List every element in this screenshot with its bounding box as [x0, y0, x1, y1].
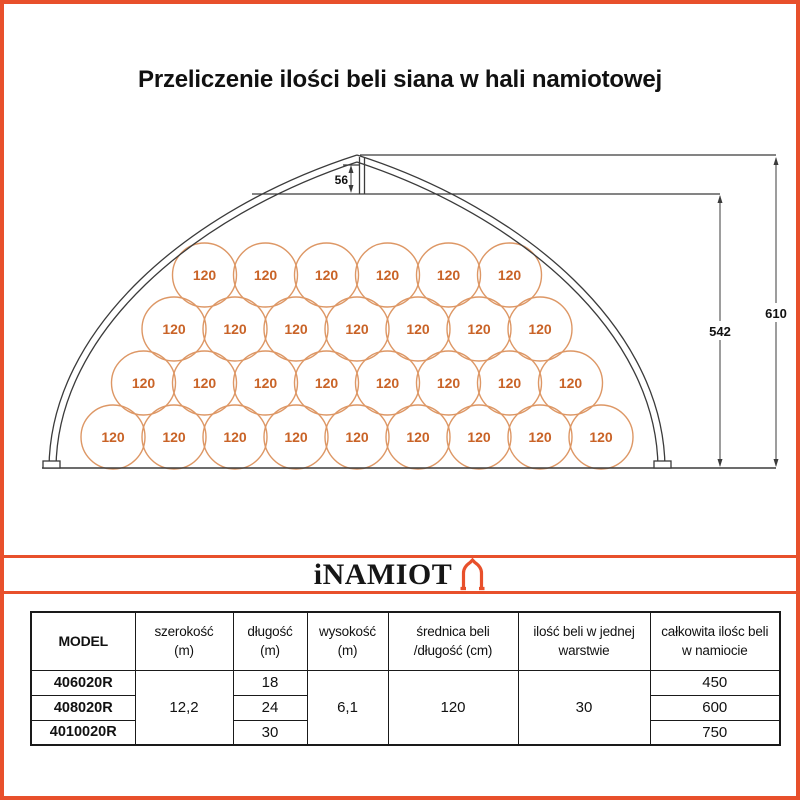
hay-bale-label: 120: [192, 375, 217, 391]
hay-bale-label: 120: [284, 429, 308, 445]
tent-diagram: [4, 134, 800, 544]
table-header-row: [31, 612, 780, 670]
header-line: (m): [260, 643, 280, 659]
table-row: [31, 670, 780, 695]
tent-structure: [42, 155, 776, 468]
hay-bale-label: 120: [497, 267, 522, 283]
tent-outer-arch-left: [49, 155, 357, 468]
model-cell: 4010020R: [31, 720, 135, 745]
hay-bale-label: 120: [162, 429, 186, 445]
col-header-szerokosc: [135, 612, 233, 670]
srednica-cell: 120: [388, 670, 518, 745]
col-header-ilosc-warstwa: [518, 612, 650, 670]
hay-bale-label: 120: [589, 429, 613, 445]
hay-bale-label: 120: [467, 429, 491, 445]
hay-bale-label: 120: [345, 321, 369, 337]
header-line: /długość (cm): [413, 643, 493, 659]
dimension-56-label: 56: [334, 173, 348, 187]
hay-bale-label: 120: [406, 429, 430, 445]
header-line: (m): [174, 643, 194, 659]
hay-bale-label: 120: [314, 267, 339, 283]
hay-bale-label: 120: [467, 321, 491, 337]
hay-bale-label: 120: [436, 375, 461, 391]
arrow-up-icon: [774, 157, 779, 165]
wysokosc-cell: 6,1: [307, 670, 388, 745]
arrow-down-icon: [718, 459, 723, 467]
calkowita-cell: 450: [650, 670, 780, 695]
col-header-calkowita: [650, 612, 780, 670]
calkowita-cell: 600: [650, 695, 780, 720]
hay-bale-label: 120: [253, 375, 278, 391]
dimension-610-label: 610: [765, 306, 787, 321]
hay-bale-label: 120: [253, 267, 278, 283]
calkowita-cell: 750: [650, 720, 780, 745]
hay-bale-label: 120: [528, 321, 552, 337]
header-line: w namiocie: [681, 643, 748, 659]
arrow-down-icon: [774, 459, 779, 467]
dimension-labels: [335, 173, 793, 340]
hay-bale-label: 120: [528, 429, 552, 445]
model-cell: 408020R: [31, 695, 135, 720]
hay-bale-label: 120: [284, 321, 308, 337]
header-line: wysokość: [319, 624, 376, 640]
page-title: Przeliczenie ilości beli siana w hali namiotowej: [138, 66, 662, 93]
model-cell: 406020R: [31, 670, 135, 695]
ilosc-warstwa-cell: 30: [518, 670, 650, 745]
logo-band: [4, 555, 796, 594]
szerokosc-cell: 12,2: [135, 670, 233, 745]
hay-bale-label: 120: [406, 321, 430, 337]
tent-outer-arch-right: [357, 155, 665, 468]
hay-bale-label: 120: [436, 267, 461, 283]
tent-foot-left: [43, 461, 60, 468]
header-line: całkowita ilośc beli: [661, 624, 769, 640]
header-line: ilość beli w jednej: [533, 624, 635, 640]
hay-bale-label: 120: [101, 429, 125, 445]
tent-house-icon: [459, 558, 486, 591]
hay-bale-label: 120: [131, 375, 156, 391]
dlugosc-cell: 24: [233, 695, 307, 720]
hay-bale-label: 120: [162, 321, 186, 337]
hay-bale-label: 120: [345, 429, 369, 445]
header-line: (m): [337, 643, 358, 659]
header-line: średnica beli: [416, 624, 490, 640]
header-line: warstwie: [558, 643, 610, 659]
hay-bale-label: 120: [192, 267, 217, 283]
arrow-up-icon: [718, 195, 723, 203]
hay-bale-label: 120: [223, 321, 247, 337]
hay-bale-label: 120: [223, 429, 247, 445]
hay-bale-label: 120: [314, 375, 339, 391]
arrow-up-icon: [349, 165, 354, 173]
dlugosc-cell: 30: [233, 720, 307, 745]
logo-text: iNAMIOT: [313, 557, 453, 591]
tent-foot-right: [654, 461, 671, 468]
hay-bale-label: 120: [497, 375, 522, 391]
col-header-srednica: [388, 612, 518, 670]
hay-bale-label: 120: [558, 375, 583, 391]
dlugosc-cell: 18: [233, 670, 307, 695]
header-line: długość: [247, 624, 293, 640]
col-header-model: [31, 612, 135, 670]
hay-bales-group: [81, 243, 633, 469]
hay-bale-label: 120: [375, 375, 400, 391]
header-line: MODEL: [58, 632, 109, 649]
arrow-down-icon: [349, 185, 354, 193]
hay-bale-label: 120: [375, 267, 400, 283]
col-header-wysokosc: [307, 612, 388, 670]
dimension-lines: [351, 158, 776, 466]
header-line: szerokość: [154, 624, 214, 640]
spec-table: [30, 611, 781, 746]
col-header-dlugosc: [233, 612, 307, 670]
dimension-542-label: 542: [709, 324, 731, 339]
dimension-arrows: [349, 157, 779, 467]
